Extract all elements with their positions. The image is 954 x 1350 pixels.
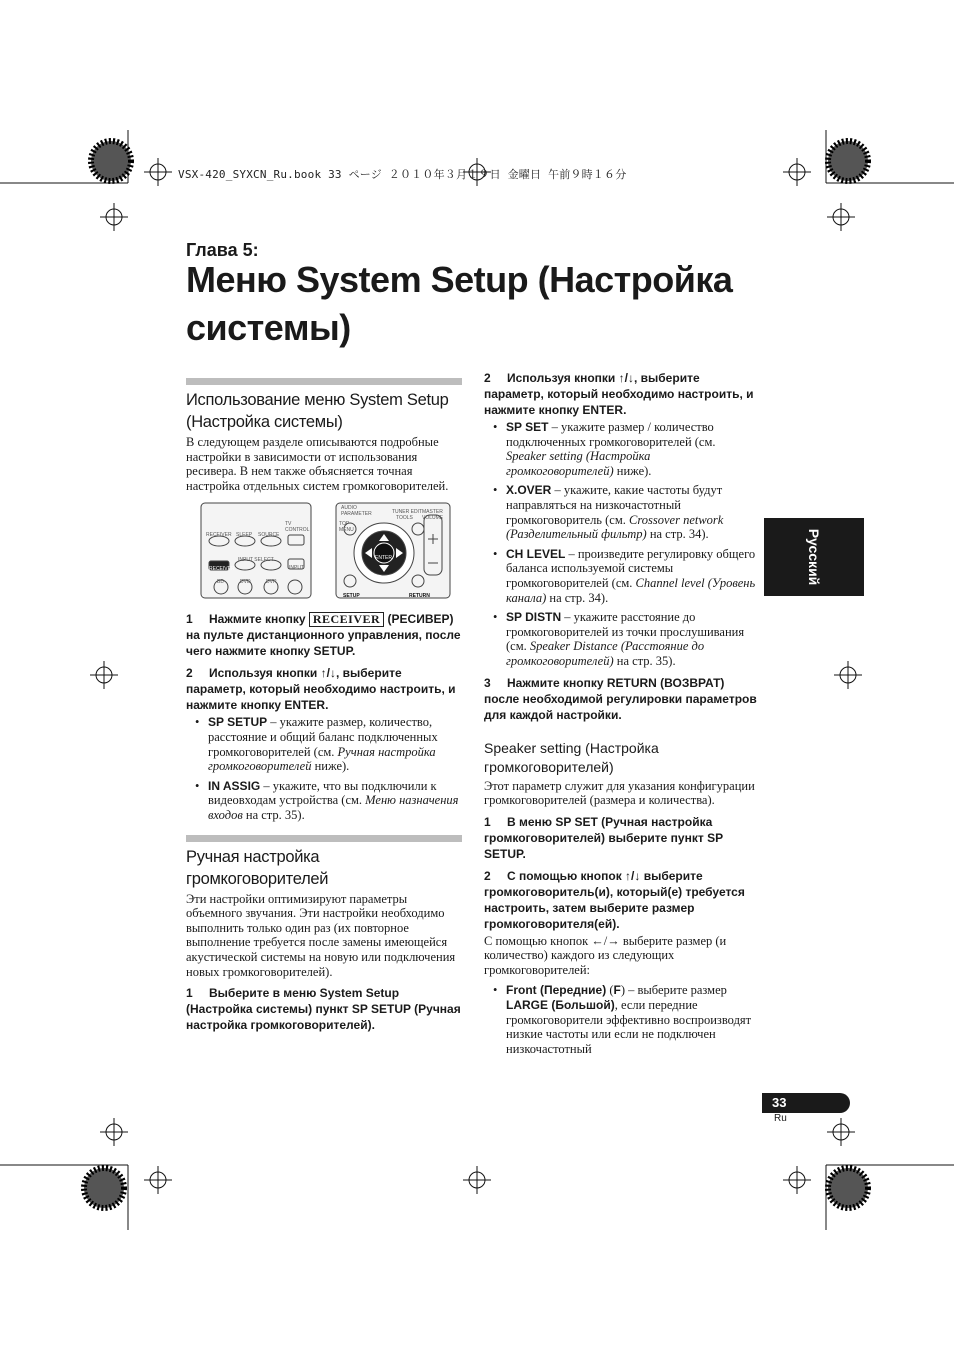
list-item: • Front (Передние) (F) – выберите размер LARGE (Большой), если передние громкоговорители эффективно воспроизводят низкие частоты или если не подключен низкочастотный	[506, 983, 758, 1056]
remote-tuner-edit-label: TUNER EDIT	[392, 509, 422, 516]
section-title-manual-speaker: Ручная настройка громкоговорителей	[186, 847, 329, 888]
remote-illustration	[186, 501, 462, 601]
remote-setup-label: SETUP	[343, 593, 360, 600]
remote-enter-label: ENTER	[375, 555, 392, 562]
remote-dvr-label: DVR	[266, 579, 277, 586]
parameter-list	[186, 715, 462, 822]
remote-volume-label: VOLUME	[422, 515, 444, 522]
file-header-line: VSX-420_SYXCN_Ru.book 33 ページ ２０１０年３月１９日 金曜日 午前９時１６分	[178, 168, 627, 181]
step-choose-speaker: 2 С помощью кнопок ↑/↓ выберите громкоговоритель(и), который(е) требуется настроить, затем выберите размер громкоговорителя(ей).	[484, 868, 745, 931]
remote-tv-control-label: TV CONTROL	[285, 521, 310, 534]
section-intro: В следующем разделе описываются подробные настройки в зависимости от использования ресивера. В нем также объясняется точная настройка отдельных систем громкоговорителей.	[186, 435, 449, 493]
step-receiver: 1 Нажмите кнопку RECEIVER (РЕСИВЕР) на пульте дистанционного управления, после чего нажмите кнопку SETUP.	[186, 612, 461, 659]
remote-dvd-label: DVD	[240, 579, 251, 586]
remote-input-label: INPUT	[289, 565, 304, 572]
step-select-parameter: 2 Используя кнопки ↑/↓, выберите параметр, который необходимо настроить, и нажмите кнопку ENTER.	[484, 371, 754, 417]
section-title-system-setup: Использование меню System Setup (Настройка системы)	[186, 391, 449, 431]
receiver-key-label: RECEIVER	[309, 612, 384, 627]
page-title: Меню System Setup (Настройка системы)	[186, 259, 733, 348]
remote-source-label: SOURCE	[258, 532, 280, 539]
subsection-title-speaker-setting: Speaker setting (Настройка громкоговорителей)	[484, 739, 659, 775]
list-item: • CH LEVEL – произведите регулировку общего баланса используемой системы громкоговорителей (см. Channel level (Уровень канала) на стр. 34).	[506, 547, 758, 605]
section-rule	[186, 835, 462, 842]
subsection-body: Этот параметр служит для указания конфигурации громкоговорителей (размера и количества).	[484, 778, 755, 808]
step-return: 3 Нажмите кнопку RETURN (ВОЗВРАТ) после необходимой регулировки параметров для каждой настройки.	[484, 675, 757, 722]
remote-master-label: MASTER	[422, 509, 443, 516]
remote-top-menu-label: TOP MENU	[339, 521, 354, 534]
remote-audio-parameter-label: AUDIO PARAMETER	[341, 505, 372, 518]
remote-tools-label: TOOLS	[396, 515, 413, 522]
section-rule	[186, 378, 462, 385]
parameter-list	[484, 420, 758, 669]
step-choose-sp-setup: 1 Выберите в меню System Setup (Настройка системы) пункт SP SETUP (Ручная настройка громкоговорителей).	[186, 986, 461, 1033]
remote-receiver-key: RECEIVER	[209, 566, 235, 573]
right-column	[484, 370, 758, 1061]
remote-return-label: RETURN	[409, 593, 430, 600]
list-item: • SP DISTN – укажите расстояние до громкоговорителей из точки прослушивания (см. Speaker Distance (Расстояние до громкоговорителей) на стр. 35).	[506, 610, 758, 668]
step-body: С помощью кнопок ←/→ выберите размер (и количество) каждого из следующих громкоговорителей:	[484, 933, 727, 977]
page-number: 33	[772, 1095, 787, 1110]
list-item: • SP SETUP – укажите размер, количество, расстояние и общий баланс подключенных громкоговорителей (см. Ручная настройка громкоговорителей ниже).	[208, 715, 462, 773]
remote-sleep-label: SLEEP	[236, 532, 253, 539]
remote-bd-label: BD	[217, 579, 224, 586]
remote-receiver-label: RECEIVER	[206, 532, 232, 539]
language-tab-label: Русский	[806, 528, 822, 586]
page-language: Ru	[774, 1113, 787, 1124]
list-item: • IN ASSIG – укажите, что вы подключили к видеовходам устройства (см. Меню назначения входов на стр. 35).	[208, 779, 462, 823]
step-select-parameter: 2 Используя кнопки ↑/↓, выберите параметр, который необходимо настроить, и нажмите кнопку ENTER.	[186, 666, 456, 713]
list-item: • SP SET – укажите размер / количество подключенных громкоговорителей (см. Speaker setting (Настройка громкоговорителей) ниже).	[506, 420, 758, 478]
section-body: Эти настройки оптимизируют параметры объемного звучания. Эти настройки необходимо выполнить только один раз (их повторное выполнение требуется после замены имеющейся акустической системы на новую или подключения новых громкоговорителей).	[186, 891, 456, 979]
page-number-badge	[762, 1093, 850, 1113]
chapter-label: Глава 5:	[186, 240, 259, 260]
remote-input-select-label: INPUT SELECT	[238, 557, 274, 564]
list-item: • X.OVER – укажите, какие частоты будут направляться на низкочастотный громкоговоритель (см. Crossover network (Разделительный фильтр) на стр. 34).	[506, 483, 758, 541]
speaker-list	[484, 983, 758, 1056]
left-column	[186, 378, 462, 1035]
step-sp-setup: 1 В меню SP SET (Ручная настройка громкоговорителей) выберите пункт SP SETUP.	[484, 814, 723, 861]
language-tab	[764, 518, 864, 596]
